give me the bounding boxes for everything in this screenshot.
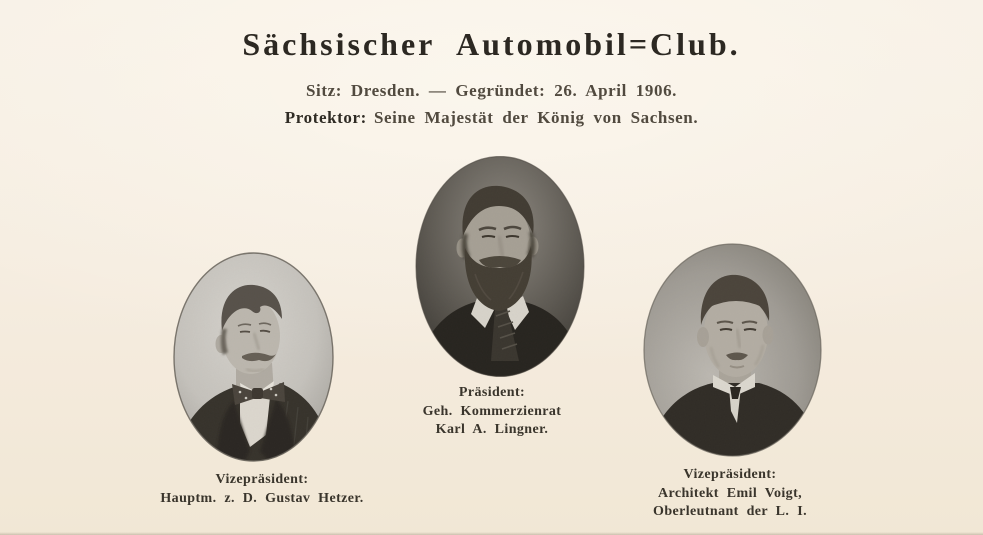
caption-role: Vizepräsident: — [683, 467, 777, 482]
protector-line — [0, 108, 983, 128]
hetzer-portrait-photo — [172, 251, 335, 463]
caption-title: Geh. Kommerzienrat — [422, 403, 562, 419]
lingner-portrait-photo — [415, 156, 585, 377]
vizepresident-right-caption — [653, 466, 807, 522]
protector-label: Protektor: — [284, 108, 367, 127]
caption-rank: Oberleutnant der L. I. — [653, 504, 807, 519]
voigt-portrait-photo — [643, 243, 822, 457]
protector-text: Seine Majestät der König von Sachsen. — [373, 108, 699, 127]
page-title: Sächsischer Automobil=Club. — [242, 26, 741, 62]
caption-role: Vizepräsident: — [215, 472, 309, 487]
caption-name: Karl A. Lingner. — [435, 422, 549, 437]
president-caption — [423, 384, 562, 440]
vizepresident-left-caption — [160, 471, 363, 508]
founded-line: Sitz: Dresden. — Gegründet: 26. April 1906. — [305, 81, 678, 100]
caption-name: Hauptm. z. D. Gustav Hetzer. — [160, 490, 364, 506]
caption-name: Architekt Emil Voigt, — [657, 485, 803, 501]
caption-role: Präsident: — [458, 385, 526, 400]
